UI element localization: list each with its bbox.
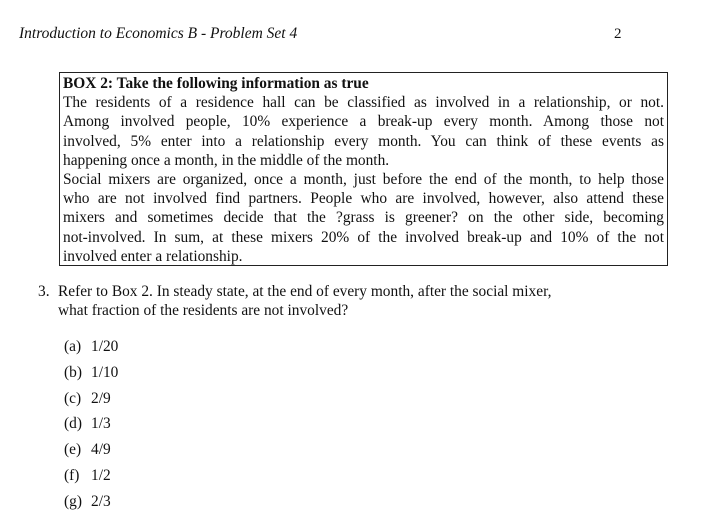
option-g[interactable] (64, 492, 118, 518)
option-label: (f) (64, 466, 80, 484)
option-value: 2/3 (91, 492, 111, 510)
option-e[interactable] (64, 440, 118, 466)
option-value: 1/2 (91, 466, 111, 484)
info-box (59, 72, 668, 266)
box-line: involved enter a relationship. (63, 247, 243, 265)
answer-options (64, 337, 118, 518)
option-c[interactable] (64, 389, 118, 415)
option-b[interactable] (64, 363, 118, 389)
option-label: (a) (64, 338, 82, 355)
option-value: 1/10 (91, 363, 119, 381)
option-label: (e) (64, 441, 82, 459)
box-line: Social mixers are organized, once a month, just before the end of the month, to help those (63, 171, 664, 189)
question-number: 3. (38, 283, 50, 300)
question-text (58, 282, 638, 321)
option-value: 4/9 (91, 441, 111, 459)
option-f[interactable] (64, 466, 118, 492)
box-line: not-involved. In sum, at these mixers 20% of the involved break-up and 10% of the not (63, 228, 664, 246)
option-value: 1/3 (91, 415, 111, 433)
option-a[interactable] (64, 337, 118, 363)
box-line: who are not involved find partners. People who are involved, however, also attend these (63, 190, 664, 208)
page-number: 2 (614, 26, 622, 42)
box-line: Among involved people, 10% experience a break-up every month. Among those not (63, 113, 664, 131)
box-line: happening once a month, in the middle of the month. (63, 151, 390, 169)
box-title: BOX 2: Take the following information as true (63, 75, 369, 92)
box-line: The residents of a residence hall can be classified as involved in a relationship, or not. (63, 94, 664, 112)
option-label: (d) (64, 415, 82, 433)
option-label: (g) (64, 492, 82, 510)
question-line: Refer to Box 2. In steady state, at the end of every month, after the social mixer, (58, 283, 552, 300)
option-value: 2/9 (91, 389, 111, 407)
option-value: 1/20 (91, 338, 119, 355)
option-label: (c) (64, 389, 82, 407)
box-line: mixers and sometimes decide that the ?grass is greener? on the other side, becoming (63, 209, 664, 227)
question-line: what fraction of the residents are not involved? (58, 302, 349, 320)
option-label: (b) (64, 363, 82, 381)
box-line: involved, 5% enter into a relationship every month. You can think of these events as (63, 132, 664, 150)
option-d[interactable] (64, 414, 118, 440)
document-header-title: Introduction to Economics B - Problem Set 4 (19, 25, 298, 42)
